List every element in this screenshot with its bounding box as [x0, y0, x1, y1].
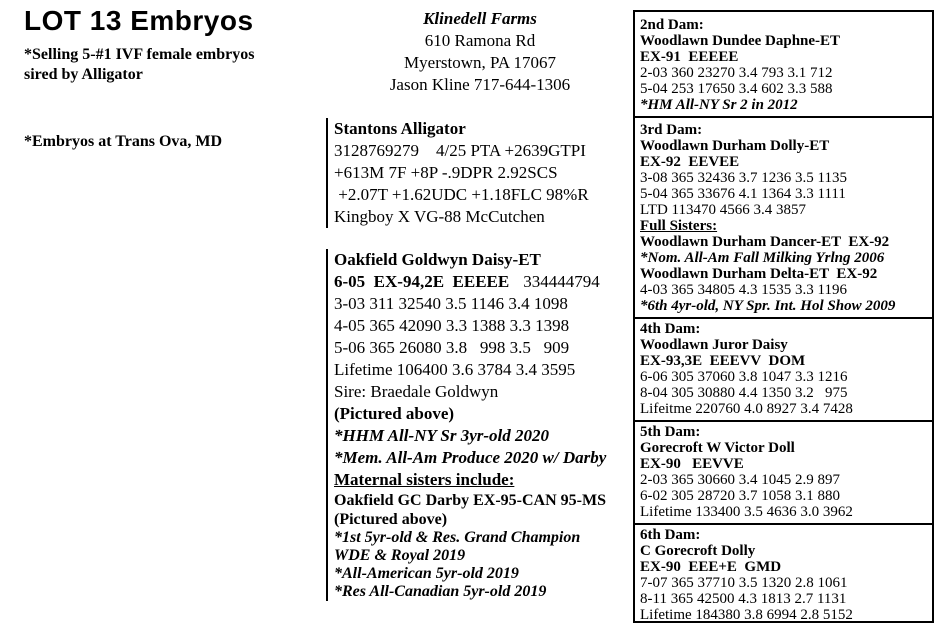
- third-dam-class: EX-92 EEVEE: [640, 154, 740, 170]
- full-sisters-label: Full Sisters:: [640, 218, 718, 234]
- third-dam-name: Woodlawn Durham Dolly-ET: [640, 138, 830, 154]
- sixth-dam-record: 8-11 365 42500 4.3 1813 2.7 1131: [640, 591, 847, 607]
- maternal-sister-honor: *All-American 5yr-old 2019: [334, 565, 519, 582]
- sire-line: +613M 7F +8P -.9DPR 2.92SCS: [334, 163, 558, 182]
- farm-contact: Jason Kline 717-644-1306: [389, 75, 571, 94]
- dam-record: 5-06 365 26080 3.8 998 3.5 909: [334, 338, 570, 357]
- maternal-sister-pictured: (Pictured above): [334, 511, 448, 528]
- fifth-dam-name: Gorecroft W Victor Doll: [640, 440, 795, 456]
- farm-info: [340, 8, 620, 96]
- sire-line: 3128769279 4/25 PTA +2639GTPI: [334, 141, 586, 160]
- sire-line: +2.07T +1.62UDC +1.18FLC 98%R: [334, 185, 589, 204]
- sixth-dam-record: Lifetime 184380 3.8 6994 2.8 5152: [640, 607, 853, 623]
- pedigree-box: [633, 10, 934, 623]
- fourth-dam-section: [640, 321, 932, 417]
- section-divider: [635, 420, 932, 422]
- dam-block: [326, 249, 634, 601]
- dam-record: 3-03 311 32540 3.5 1146 3.4 1098: [334, 294, 568, 313]
- second-dam-honor: *HM All-NY Sr 2 in 2012: [640, 97, 798, 113]
- maternal-sisters-heading: Maternal sisters include:: [334, 470, 515, 489]
- second-dam-section: [640, 17, 932, 113]
- fifth-dam-record: 2-03 365 30660 3.4 1045 2.9 897: [640, 472, 840, 488]
- dam-pictured: (Pictured above): [334, 404, 455, 423]
- selling-note: [24, 45, 254, 85]
- dam-registration: 334444794: [523, 272, 600, 291]
- section-divider: [635, 523, 932, 525]
- selling-line: sired by Alligator: [24, 66, 143, 83]
- third-dam-record: 3-08 365 32436 3.7 1236 3.5 1135: [640, 170, 847, 186]
- sire-block: [326, 118, 634, 228]
- fourth-dam-name: Woodlawn Juror Daisy: [640, 337, 788, 353]
- full-sister-honor: *Nom. All-Am Fall Milking Yrlng 2006: [640, 250, 885, 266]
- fourth-dam-class: EX-93,3E EEEVV DOM: [640, 353, 806, 369]
- maternal-sister-honor: *Res All-Canadian 5yr-old 2019: [334, 583, 547, 600]
- full-sister-name: Woodlawn Durham Delta-ET EX-92: [640, 266, 878, 282]
- dam-record: Lifetime 106400 3.6 3784 3.4 3595: [334, 360, 576, 379]
- dam-classification: 6-05 EX-94,2E EEEEE: [334, 272, 510, 291]
- lot-title: LOT 13 Embryos: [24, 5, 254, 36]
- third-dam-record: 5-04 365 33676 4.1 1364 3.3 1111: [640, 186, 846, 202]
- section-heading: 5th Dam:: [640, 424, 701, 440]
- section-divider: [635, 317, 932, 319]
- section-heading: 2nd Dam:: [640, 17, 704, 33]
- maternal-sister-honor: *1st 5yr-old & Res. Grand Champion: [334, 529, 581, 546]
- dam-classification-line: [334, 271, 634, 293]
- sire-line: Kingboy X VG-88 McCutchen: [334, 207, 545, 226]
- second-dam-record: 5-04 253 17650 3.4 602 3.3 588: [640, 81, 833, 97]
- embryo-location-note: *Embryos at Trans Ova, MD: [24, 133, 223, 150]
- third-dam-section: [640, 122, 932, 314]
- fourth-dam-record: 8-04 305 30880 4.4 1350 3.2 975: [640, 385, 848, 401]
- sire-name: Stantons Alligator: [334, 119, 466, 138]
- second-dam-record: 2-03 360 23270 3.4 793 3.1 712: [640, 65, 833, 81]
- section-heading: 3rd Dam:: [640, 122, 703, 138]
- selling-line: *Selling 5-#1 IVF female embryos: [24, 46, 255, 63]
- section-heading: 4th Dam:: [640, 321, 701, 337]
- maternal-sister-name: Oakfield GC Darby EX-95-CAN 95-MS: [334, 492, 606, 509]
- section-divider: [635, 116, 932, 118]
- farm-address-city: Myerstown, PA 17067: [404, 53, 556, 72]
- sixth-dam-section: [640, 527, 932, 623]
- fifth-dam-section: [640, 424, 932, 520]
- section-heading: 6th Dam:: [640, 527, 701, 543]
- fifth-dam-class: EX-90 EEVVE: [640, 456, 744, 472]
- full-sister-honor: *6th 4yr-old, NY Spr. Int. Hol Show 2009: [640, 298, 896, 314]
- sixth-dam-record: 7-07 365 37710 3.5 1320 2.8 1061: [640, 575, 848, 591]
- sixth-dam-name: C Gorecroft Dolly: [640, 543, 756, 559]
- fourth-dam-record: 6-06 305 37060 3.8 1047 3.3 1216: [640, 369, 848, 385]
- full-sister-record: 4-03 365 34805 4.3 1535 3.3 1196: [640, 282, 847, 298]
- second-dam-class: EX-91 EEEEE: [640, 49, 739, 65]
- fourth-dam-record: Lifeitme 220760 4.0 8927 3.4 7428: [640, 401, 853, 417]
- maternal-sister-honor: WDE & Royal 2019: [334, 547, 466, 564]
- second-dam-name: Woodlawn Dundee Daphne-ET: [640, 33, 841, 49]
- fifth-dam-record: Lifetime 133400 3.5 4636 3.0 3962: [640, 504, 853, 520]
- dam-sire: Sire: Braedale Goldwyn: [334, 382, 499, 401]
- dam-honor: *Mem. All-Am Produce 2020 w/ Darby: [334, 448, 607, 467]
- farm-address-street: 610 Ramona Rd: [424, 31, 536, 50]
- third-dam-record: LTD 113470 4566 3.4 3857: [640, 202, 806, 218]
- dam-name: Oakfield Goldwyn Daisy-ET: [334, 250, 541, 269]
- full-sister-name: Woodlawn Durham Dancer-ET EX-92: [640, 234, 890, 250]
- sixth-dam-class: EX-90 EEE+E GMD: [640, 559, 782, 575]
- farm-name: Klinedell Farms: [423, 9, 537, 28]
- fifth-dam-record: 6-02 305 28720 3.7 1058 3.1 880: [640, 488, 840, 504]
- dam-record: 4-05 365 42090 3.3 1388 3.3 1398: [334, 316, 570, 335]
- dam-honor: *HHM All-NY Sr 3yr-old 2020: [334, 426, 550, 445]
